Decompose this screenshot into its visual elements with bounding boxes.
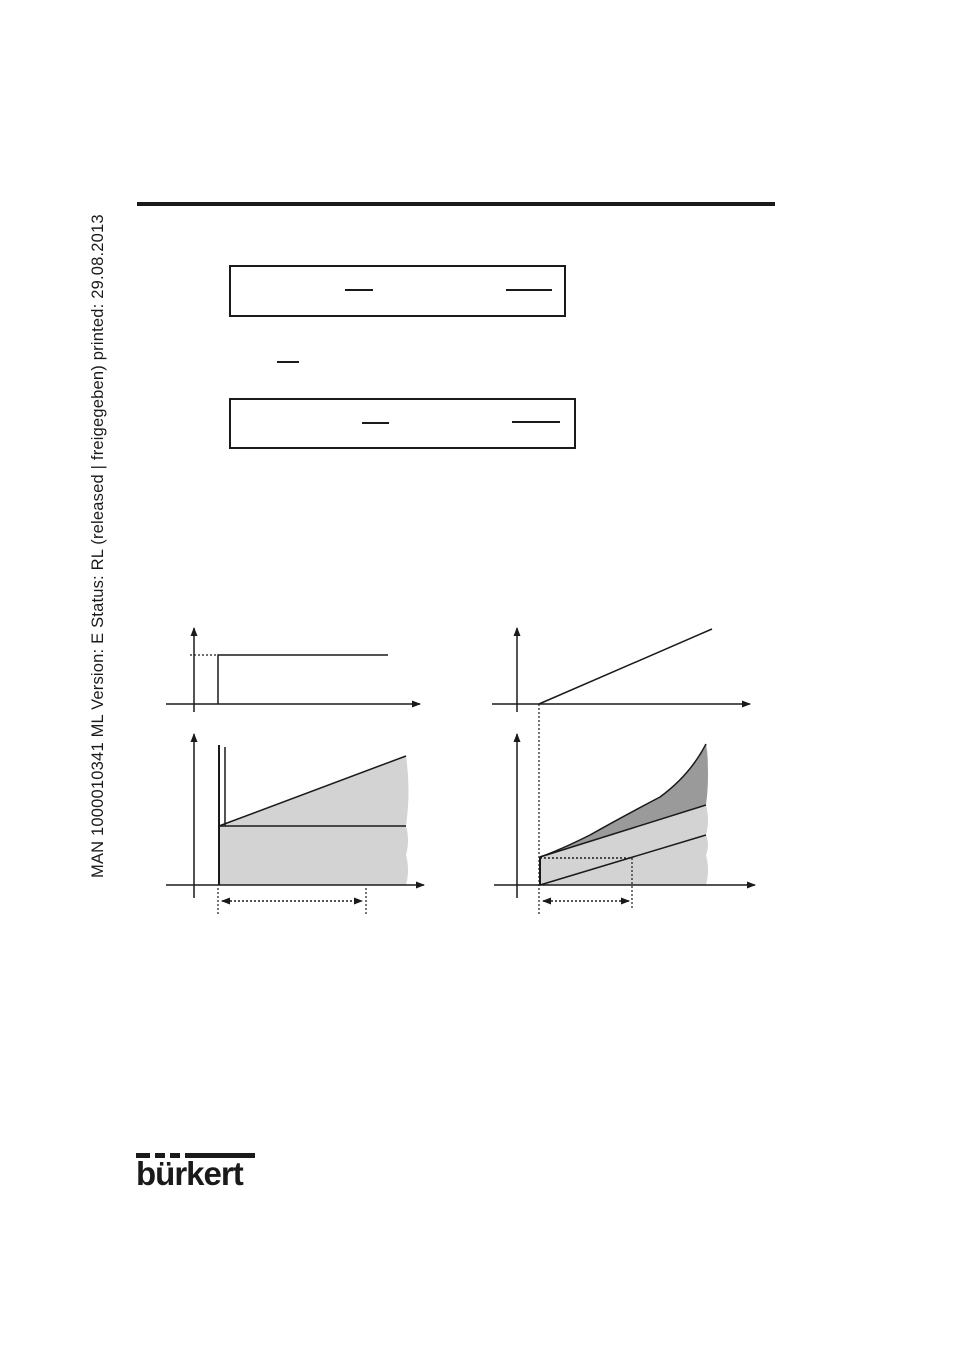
step-signal — [218, 655, 388, 704]
ramp-response-plot — [494, 734, 755, 910]
step-input-plot — [166, 628, 420, 712]
pi-step-response-plot — [166, 734, 424, 916]
proportional-area — [219, 826, 408, 885]
ramp-signal — [539, 629, 712, 704]
ramp-input-plot — [492, 628, 750, 712]
logo-text: bürkert — [136, 1155, 243, 1192]
burkert-logo — [136, 1153, 256, 1193]
proportional-integral-area — [540, 744, 708, 885]
document-control-stamp: MAN 1000010341 ML Version: E Status: RL (released | freigegeben) printed: 29.08.2013 — [89, 214, 107, 878]
